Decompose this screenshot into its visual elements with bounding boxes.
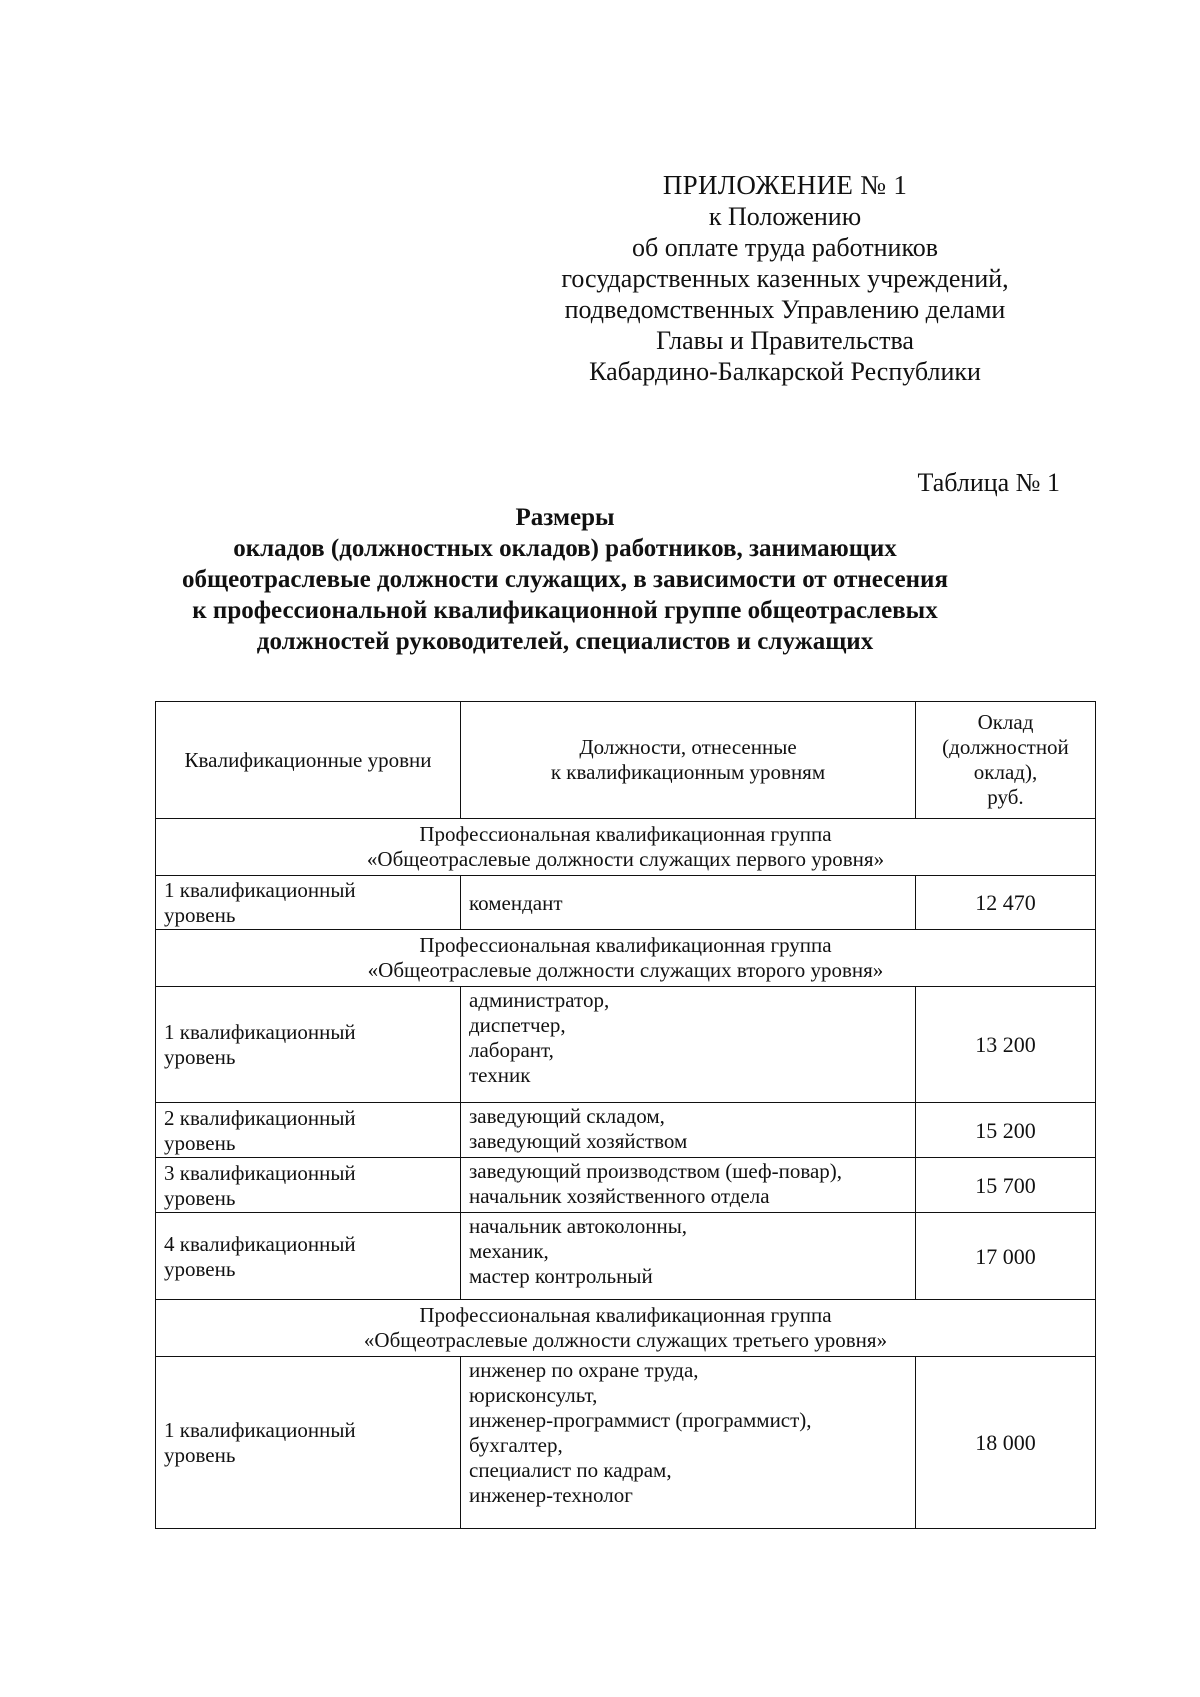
header-salary-line: Оклад	[977, 710, 1034, 734]
position-text: заведующий производством (шеф-повар),	[469, 1159, 843, 1183]
position-text: комендант	[469, 890, 563, 915]
position-text: юрисконсульт,	[469, 1383, 598, 1407]
table-row	[156, 876, 1096, 930]
salary-cell: 17 000	[916, 1213, 1096, 1300]
position-text: механик,	[469, 1239, 549, 1263]
heading-line: должностей руководителей, специалистов и служащих	[256, 628, 874, 655]
appendix-line: Главы и Правительства	[656, 326, 914, 355]
appendix-header	[500, 170, 1070, 387]
position-text: инженер-программист (программист),	[469, 1408, 812, 1432]
heading-line: Размеры	[515, 504, 615, 531]
salary-cell: 15 200	[916, 1103, 1096, 1158]
level-text: 3 квалификационный	[164, 1160, 356, 1185]
table-row	[156, 1213, 1096, 1300]
group-row	[156, 930, 1096, 987]
salary-cell: 18 000	[916, 1357, 1096, 1529]
positions-cell	[461, 876, 916, 930]
appendix-line: Кабардино-Балкарской Республики	[589, 357, 981, 386]
positions-cell	[461, 1158, 916, 1213]
salary-cell: 15 700	[916, 1158, 1096, 1213]
position-text: специалист по кадрам,	[469, 1458, 672, 1482]
group-title	[156, 930, 1096, 987]
position-text: лаборант,	[469, 1038, 554, 1062]
level-text: 1 квалификационный	[164, 878, 356, 902]
table-row	[156, 987, 1096, 1103]
group-title-line: Профессиональная квалификационная группа	[419, 1302, 832, 1327]
level-cell	[156, 1213, 461, 1300]
header-salary-line: оклад),	[973, 760, 1038, 784]
positions-cell	[461, 1357, 916, 1529]
group-title-line: «Общеотраслевые должности служащих третьего уровня»	[363, 1327, 888, 1352]
appendix-line: подведомственных Управлению делами	[564, 295, 1006, 324]
level-cell	[156, 1357, 461, 1529]
header-level: Квалификационные уровни	[156, 702, 461, 819]
table-header-row	[156, 702, 1096, 819]
level-text: уровень	[164, 1256, 236, 1281]
header-salary	[916, 702, 1096, 819]
positions-cell	[461, 987, 916, 1103]
group-title	[156, 819, 1096, 876]
salary-cell: 12 470	[916, 876, 1096, 930]
appendix-line: к Положению	[708, 202, 862, 231]
positions-cell	[461, 1103, 916, 1158]
table-row	[156, 1158, 1096, 1213]
position-text: инженер по охране труда,	[469, 1358, 699, 1382]
level-text: уровень	[164, 1185, 236, 1210]
level-text: уровень	[164, 1045, 236, 1069]
position-text: техник	[469, 1063, 531, 1087]
table-row	[156, 1357, 1096, 1529]
header-positions	[461, 702, 916, 819]
header-positions-line: к квалификационным уровням	[550, 760, 826, 784]
appendix-line: государственных казенных учреждений,	[561, 264, 1009, 293]
level-text: 1 квалификационный	[164, 1418, 356, 1442]
heading-line: к профессиональной квалификационной группе общеотраслевых	[192, 597, 938, 624]
salary-cell: 13 200	[916, 987, 1096, 1103]
group-title-line: Профессиональная квалификационная группа	[419, 932, 832, 957]
group-title	[156, 1300, 1096, 1357]
level-text: 2 квалификационный	[164, 1105, 356, 1130]
group-title-line: Профессиональная квалификационная группа	[419, 821, 832, 846]
position-text: мастер контрольный	[469, 1264, 653, 1288]
header-positions-line: Должности, отнесенные	[579, 735, 797, 759]
level-text: уровень	[164, 903, 236, 927]
heading-line: общеотраслевые должности служащих, в зависимости от отнесения	[181, 566, 948, 593]
positions-cell	[461, 1213, 916, 1300]
group-title-line: «Общеотраслевые должности служащих второго уровня»	[367, 957, 884, 982]
position-text: администратор,	[469, 988, 610, 1012]
position-text: начальник хозяйственного отдела	[469, 1184, 770, 1208]
group-title-line: «Общеотраслевые должности служащих первого уровня»	[366, 846, 885, 871]
position-text: бухгалтер,	[469, 1433, 563, 1457]
position-text: начальник автоколонны,	[469, 1214, 688, 1238]
level-text: уровень	[164, 1443, 236, 1467]
position-text: заведующий хозяйством	[469, 1129, 688, 1153]
position-text: инженер-технолог	[469, 1483, 633, 1507]
level-cell	[156, 1158, 461, 1213]
level-cell	[156, 1103, 461, 1158]
level-text: 4 квалификационный	[164, 1231, 356, 1256]
group-row	[156, 819, 1096, 876]
header-salary-line: (должностной	[942, 735, 1069, 759]
level-cell	[156, 987, 461, 1103]
group-row	[156, 1300, 1096, 1357]
level-text: уровень	[164, 1130, 236, 1155]
level-text: 1 квалификационный	[164, 1020, 356, 1044]
document-heading	[130, 502, 1000, 657]
appendix-line: об оплате труда работников	[631, 233, 939, 262]
header-salary-line: руб.	[987, 785, 1024, 809]
appendix-title: ПРИЛОЖЕНИЕ № 1	[662, 170, 908, 200]
level-cell	[156, 876, 461, 930]
salary-table	[155, 701, 1096, 1529]
position-text: заведующий складом,	[469, 1104, 665, 1128]
table-number: Таблица № 1	[917, 468, 1060, 497]
table-row	[156, 1103, 1096, 1158]
position-text: диспетчер,	[469, 1013, 566, 1037]
heading-line: окладов (должностных окладов) работников, занимающих	[233, 535, 897, 562]
